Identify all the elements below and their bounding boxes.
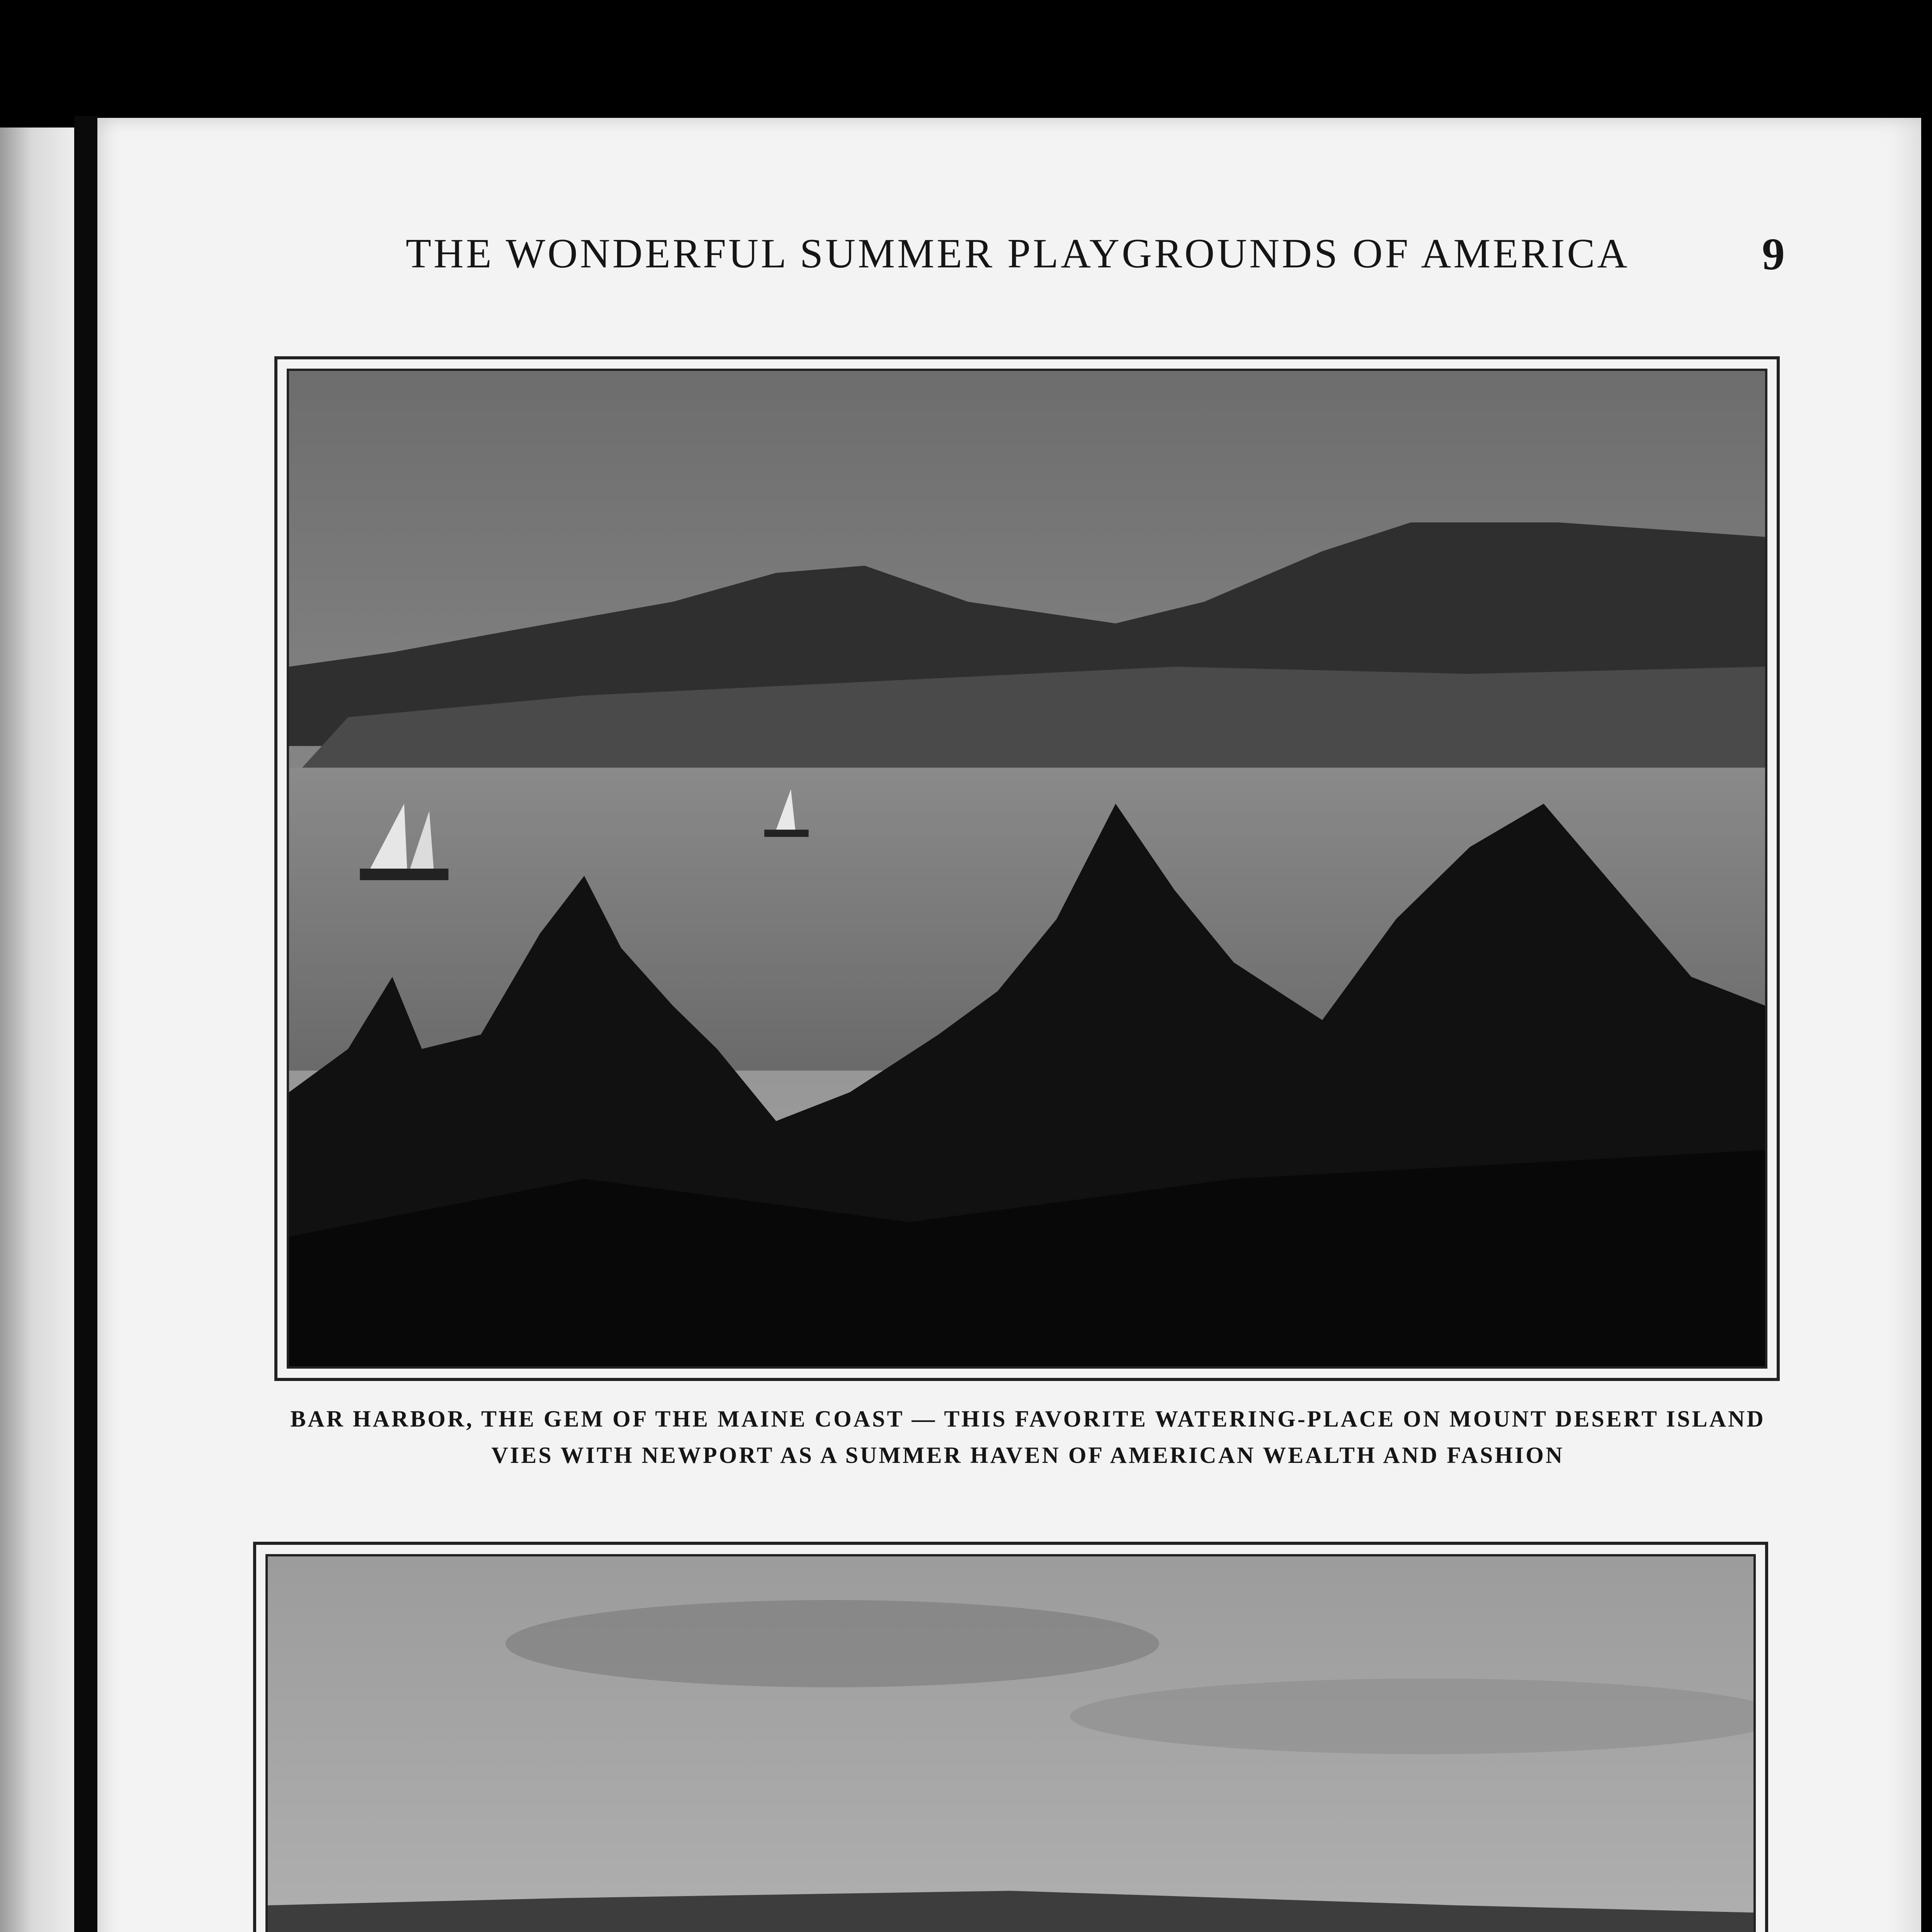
bar-harbor-caption: BAR HARBOR, THE GEM OF THE MAINE COAST — THIS FAVORITE WATERING-PLACE ON MOUNT DESERT ISLAND VIES WITH NEWPORT AS A SUMMER HAVEN OF AMERICAN WEALTH AND FASHION (290, 1406, 1765, 1468)
page-number: 9 (1762, 229, 1785, 279)
photo-plate-st-john (253, 1542, 1768, 1932)
book-gutter (74, 116, 97, 1932)
st-john-photo (265, 1554, 1756, 1932)
bar-harbor-photo (287, 369, 1767, 1369)
photo-plate-bar-harbor (274, 356, 1780, 1381)
st-john-photo-image (268, 1556, 1753, 1932)
bar-harbor-photo-image (289, 371, 1765, 1366)
running-head: THE WONDERFUL SUMMER PLAYGROUNDS OF AMERICA (406, 231, 1630, 277)
previous-page-edge (0, 128, 77, 1932)
